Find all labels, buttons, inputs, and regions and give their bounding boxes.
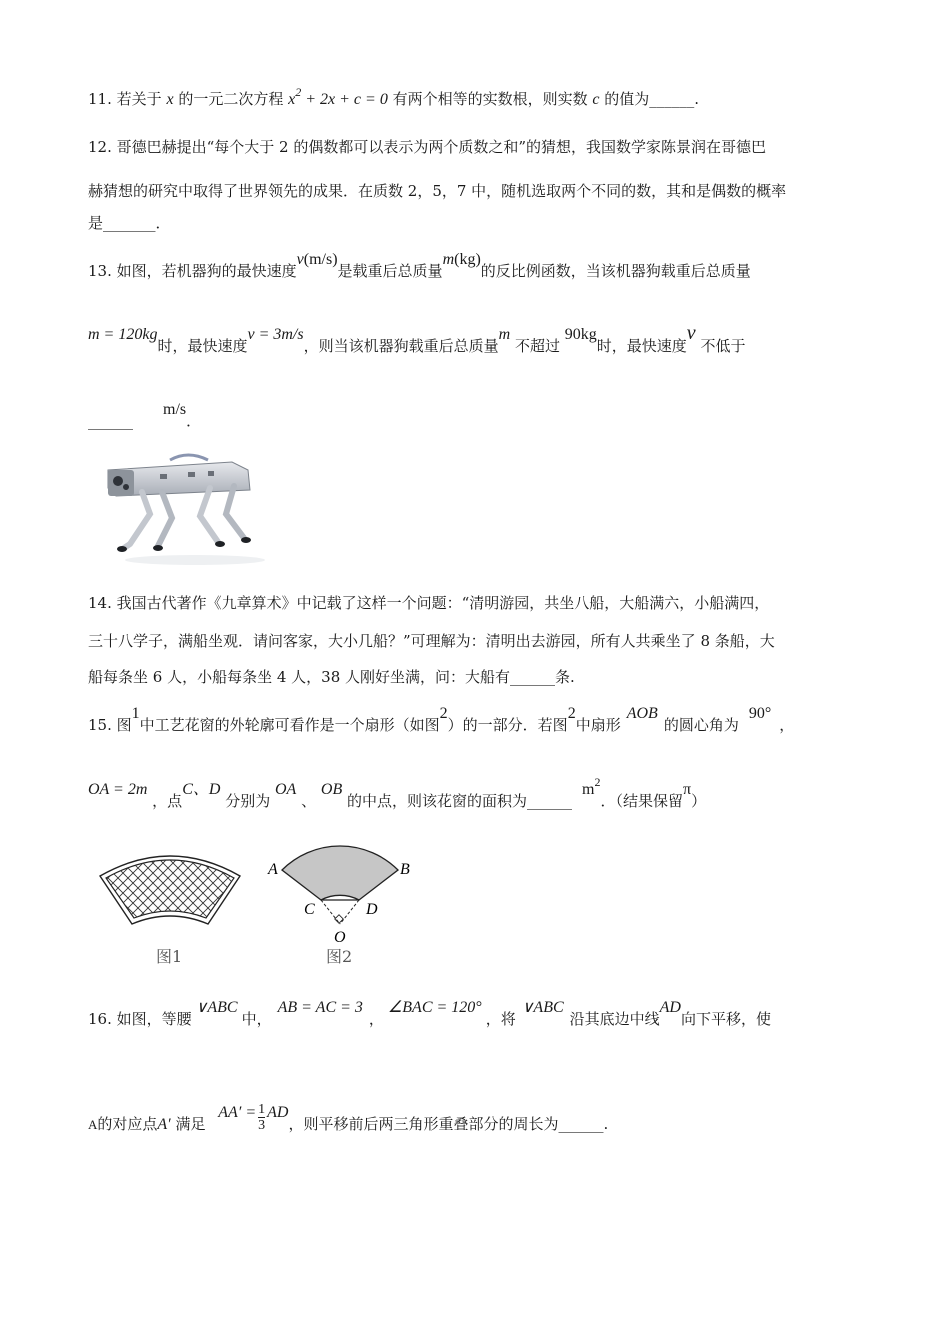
q14-line-2: 三十八学子，满船坐观．请问客家，大小几船？”可理解为：清明出去游园，所有人共乘坐了 8 条船，大 [88, 632, 775, 650]
figure-1-lattice-window [98, 848, 242, 926]
q15-line-2: OA = 2m ，点C、D 分别为 OA 、 OB 的中点，则该花窗的面积为$\_\_\_\_\_\_m^2$．（结果保留π） [88, 775, 707, 810]
q13-answer-blank: ______ [88, 412, 133, 430]
q14-line-1: 14. 我国古代著作《九章算术》中记载了这样一个问题：“清明游园，共坐八船，大船满六，小船满四， [88, 594, 770, 612]
q13-m-equation: m = 120kg [88, 326, 158, 343]
figure-2-caption: 图2 [326, 947, 353, 966]
q13-line-3: ______m/s． [88, 401, 202, 430]
figure-1-caption: 图1 [156, 947, 183, 966]
point-b-label: B [400, 861, 410, 878]
q12-line-1: 12. 哥德巴赫提出“每个大于 2 的偶数都可以表示为两个质数之和”的猜想，我国数学家陈景润在哥德巴 [88, 138, 767, 156]
question-11 [88, 85, 700, 109]
q15-oa-equation: OA = 2m [88, 781, 148, 798]
q11-text-2: 的一元二次方程 [178, 90, 284, 108]
q11-text-4: 的值为______. [604, 90, 700, 108]
q16-line-1: 16. 如图，等腰∨ABC中，AB = AC = 3，∠BAC = 120°，将∨ABC沿其底边中线AD向下平移，使 [88, 999, 771, 1028]
q12-line-2: 赫猜想的研究中取得了世界领先的成果．在质数 2，5，7 中，随机选取两个不同的数，其和是偶数的概率 [88, 182, 787, 200]
q11-text-3: 有两个相等的实数根，则实数 [392, 90, 588, 108]
point-a-label: A [268, 861, 278, 878]
q13-line-1: 13. 如图，若机器狗的最快速度v(m/s)是载重后总质量m(kg)的反比例函数，当该机器狗载重后总质量 [88, 251, 751, 280]
figure-2-sector-diagram [262, 836, 422, 946]
point-c-label: C [304, 901, 315, 918]
q11-equation: $x^2 + 2x + c = 0$ [288, 85, 388, 108]
q11-var-c: c [592, 91, 600, 108]
q13-line-2: m = 120kg时，最快速度v = 3m/s，则当该机器狗载重后总质量m 不超过 90kg时，最快速度v 不低于 [88, 322, 746, 355]
q13-v-equation: v = 3m/s [247, 326, 304, 343]
q11-text-1: 若关于 [116, 90, 162, 108]
q16-line-2: A的对应点A′ 满足 AA′ = $\frac{1}{3}$ AD，则平移前后两三角形重叠部分的周长为______. [88, 1102, 609, 1134]
q15-line-1: 15. 图1中工艺花窗的外轮廓可看作是一个扇形（如图2）的一部分．若图2中扇形AOB的圆心角为90°， [88, 705, 795, 734]
point-d-label: D [366, 901, 378, 918]
q11-var-x: x [166, 91, 174, 108]
q11-number: 11. [88, 90, 112, 108]
q16-ratio-equation: AA′ = $\frac{1}{3}$ AD [218, 1102, 289, 1133]
q12-line-3: 是_______． [88, 214, 171, 232]
robot-dog-image [100, 448, 272, 568]
q14-line-3: 船每条坐 6 人，小船每条坐 4 人，38 人刚好坐满，问：大船有______条. [88, 668, 575, 686]
point-o-label: O [334, 929, 346, 946]
